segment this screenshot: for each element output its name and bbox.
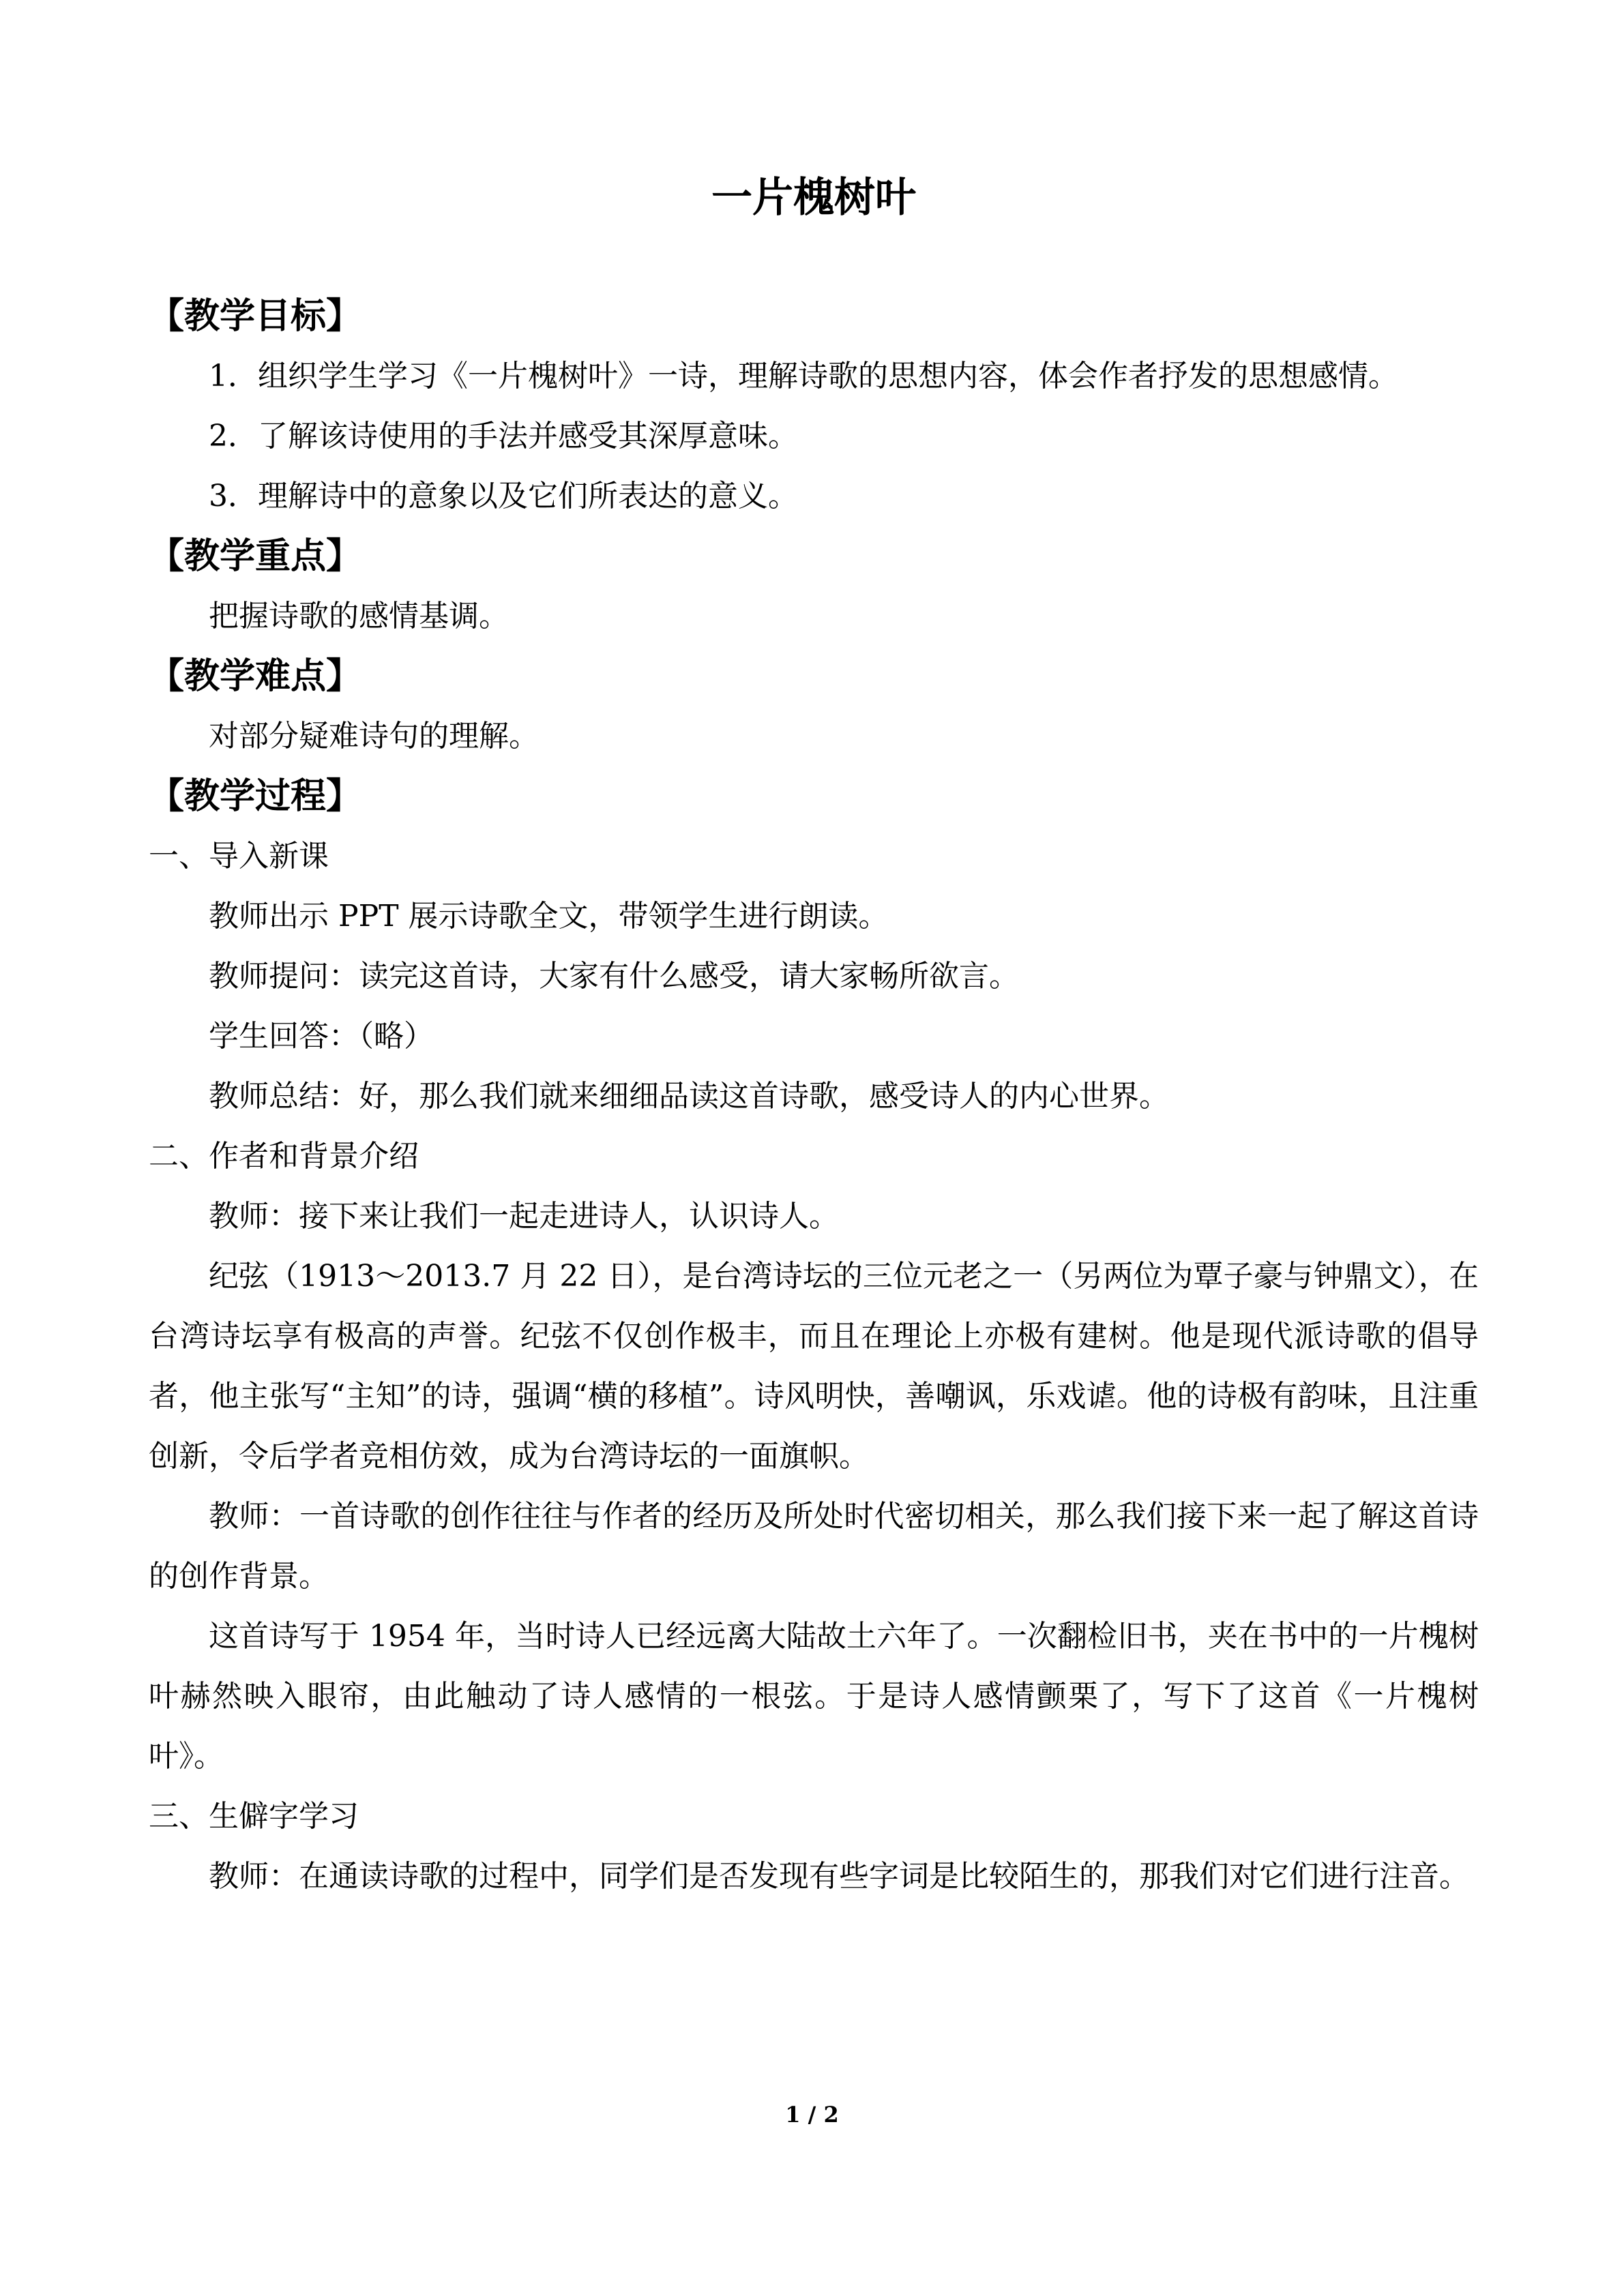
subheading-author-background: 二、作者和背景介绍 (149, 1139, 419, 1174)
focus-text: 把握诗歌的感情基调。 (209, 599, 509, 633)
author-para-1: 教师：接下来让我们一起走进诗人，认识诗人。 (209, 1199, 839, 1234)
difficulty-text: 对部分疑难诗句的理解。 (209, 719, 539, 754)
intro-para-1: 教师出示 PPT 展示诗歌全文，带领学生进行朗读。 (209, 899, 889, 934)
subheading-introduction: 一、导入新课 (149, 839, 329, 874)
heading-teaching-goals: 【教学目标】 (149, 295, 362, 337)
author-para-3: 教师：一首诗歌的创作往往与作者的经历及所处时代密切相关，那么我们接下来一起了解这首诗的创作背景。 (149, 1499, 1479, 1594)
goal-item-1: 1．组织学生学习《一片槐树叶》一诗，理解诗歌的思想内容，体会作者抒发的思想感情。 (209, 359, 1398, 393)
author-para-2: 纪弦（1913～2013.7 月 22 日），是台湾诗坛的三位元老之一（另两位为覃子豪与钟鼎文），在台湾诗坛享有极高的声誉。纪弦不仅创作极丰，而且在理论上亦极有建树。他是现代派诗歌的倡导者，他主张写“主知”的诗，强调“横的移植”。诗风明快，善嘲讽，乐戏谑。他的诗极有韵味，且注重创新，令后学者竞相仿效，成为台湾诗坛的一面旗帜。 (149, 1259, 1479, 1474)
goal-item-2: 2．了解该诗使用的手法并感受其深厚意味。 (209, 419, 798, 453)
author-para-4: 这首诗写于 1954 年，当时诗人已经远离大陆故土六年了。一次翻检旧书，夹在书中的一片槐树叶赫然映入眼帘，由此触动了诗人感情的一根弦。于是诗人感情颤栗了，写下了这首《一片槐树叶》。 (149, 1619, 1479, 1774)
intro-para-3: 学生回答：（略） (209, 1019, 434, 1054)
intro-para-2: 教师提问：读完这首诗，大家有什么感受，请大家畅所欲言。 (209, 959, 1019, 994)
heading-teaching-focus: 【教学重点】 (149, 535, 362, 577)
document-body (149, 170, 1479, 1907)
heading-teaching-difficulty: 【教学难点】 (149, 655, 362, 697)
subheading-rare-characters: 三、生僻字学习 (149, 1799, 359, 1834)
goal-item-3: 3．理解诗中的意象以及它们所表达的意义。 (209, 479, 798, 513)
rare-chars-para-1: 教师：在通读诗歌的过程中，同学们是否发现有些字词是比较陌生的，那我们对它们进行注音。 (209, 1859, 1469, 1894)
heading-teaching-process: 【教学过程】 (149, 775, 362, 817)
intro-para-4: 教师总结：好，那么我们就来细细品读这首诗歌，感受诗人的内心世界。 (209, 1079, 1169, 1114)
document-title: 一片槐树叶 (711, 174, 916, 222)
page-number: 1 / 2 (785, 2102, 839, 2128)
